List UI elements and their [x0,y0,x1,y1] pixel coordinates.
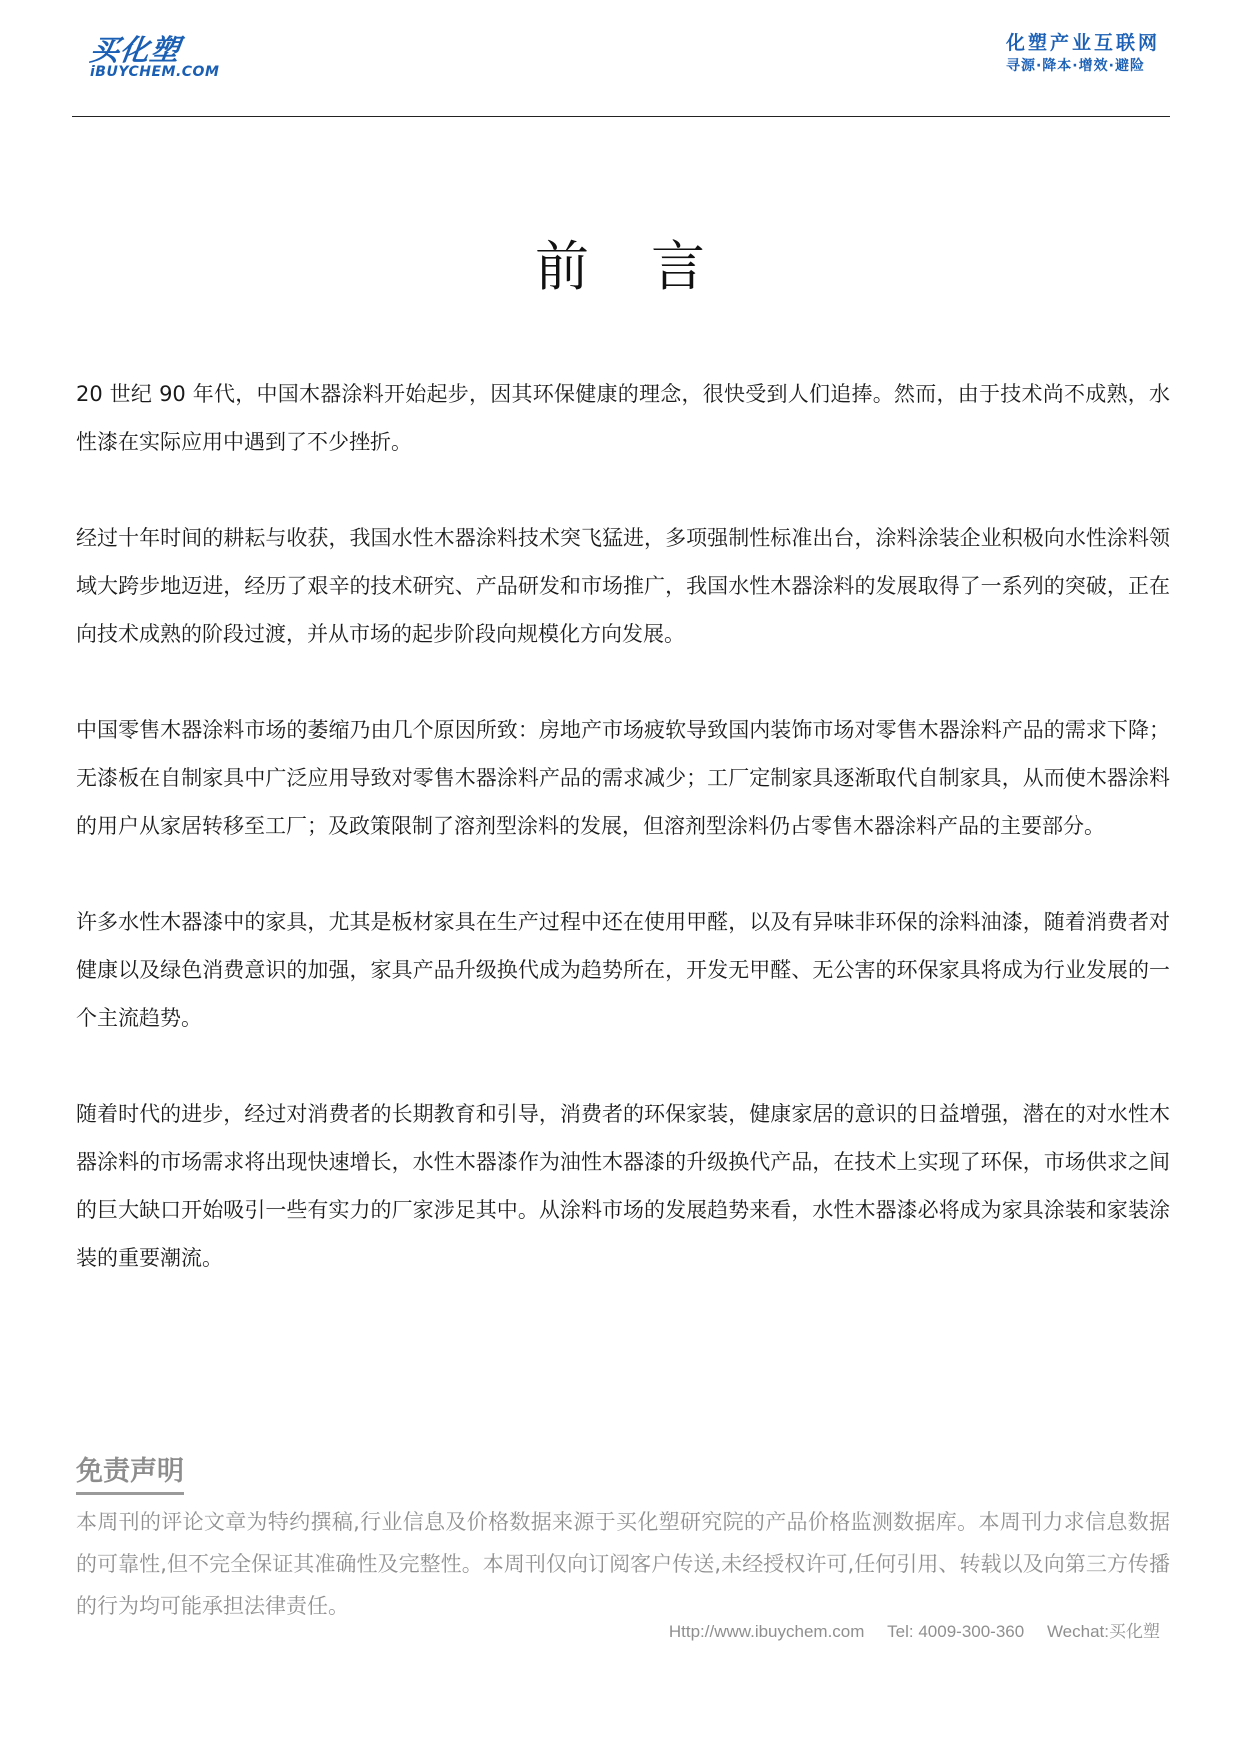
logo-english-text: iBUYCHEM.COM [90,64,220,80]
disclaimer-title: 免责声明 [76,1452,184,1495]
tagline-main: 化塑产业互联网 [1005,32,1160,54]
tagline-sub: 寻源·降本·增效·避险 [1005,58,1145,74]
website-link[interactable]: Http://www.ibuychem.com [668,1622,865,1641]
wechat: Wechat:买化塑 [1046,1622,1160,1641]
preface-body [76,370,1170,1330]
paragraph-3: 中国零售木器涂料市场的萎缩乃由几个原因所致：房地产市场疲软导致国内装饰市场对零售木器涂料产品的需求下降；无漆板在自制家具中广泛应用导致对零售木器涂料产品的需求减少；工厂定制家具逐渐取代自制家具，从而使木器涂料的用户从家居转移至工厂；及政策限制了溶剂型涂料的发展，但溶剂型涂料仍占零售木器涂料产品的主要部分。 [76,718,1170,838]
page-header [0,0,1240,120]
telephone: Tel: 4009-300-360 [887,1622,1025,1641]
disclaimer-section [76,1452,1170,1627]
header-divider [72,116,1170,117]
paragraph-5: 随着时代的进步，经过对消费者的长期教育和引导，消费者的环保家装，健康家居的意识的日益增强，潜在的对水性木器涂料的市场需求将出现快速增长，水性木器漆作为油性木器漆的升级换代产品，在技术上实现了环保，市场供求之间的巨大缺口开始吸引一些有实力的厂家涉足其中。从涂料市场的发展趋势来看，水性木器漆必将成为家具涂装和家装涂装的重要潮流。 [76,1102,1170,1270]
paragraph-1: 20 世纪 90 年代，中国木器涂料开始起步，因其环保健康的理念，很快受到人们追捧。然而，由于技术尚不成熟，水性漆在实际应用中遇到了不少挫折。 [76,382,1170,454]
header-tagline [1006,30,1160,76]
contact-footer [669,1620,1160,1644]
paragraph-4: 许多水性木器漆中的家具，尤其是板材家具在生产过程中还在使用甲醛，以及有异味非环保的涂料油漆，随着消费者对健康以及绿色消费意识的加强，家具产品升级换代成为趋势所在，开发无甲醛、无公害的环保家具将成为行业发展的一个主流趋势。 [76,910,1170,1030]
disclaimer-text: 本周刊的评论文章为特约撰稿,行业信息及价格数据来源于买化塑研究院的产品价格监测数据库。本周刊力求信息数据的可靠性,但不完全保证其准确性及完整性。本周刊仅向订阅客户传送,未经授权许可,任何引用、转载以及向第三方传播的行为均可能承担法律责任。 [76,1510,1170,1618]
paragraph-2: 经过十年时间的耕耘与收获，我国水性木器涂料技术突飞猛进，多项强制性标准出台，涂料涂装企业积极向水性涂料领域大跨步地迈进，经历了艰辛的技术研究、产品研发和市场推广，我国水性木器涂料的发展取得了一系列的突破，正在向技术成熟的阶段过渡，并从市场的起步阶段向规模化方向发展。 [76,526,1170,646]
logo-chinese-text: 买化塑 [87,33,183,67]
ibuychem-logo[interactable] [87,33,250,82]
page-title: 前言 [535,235,767,298]
